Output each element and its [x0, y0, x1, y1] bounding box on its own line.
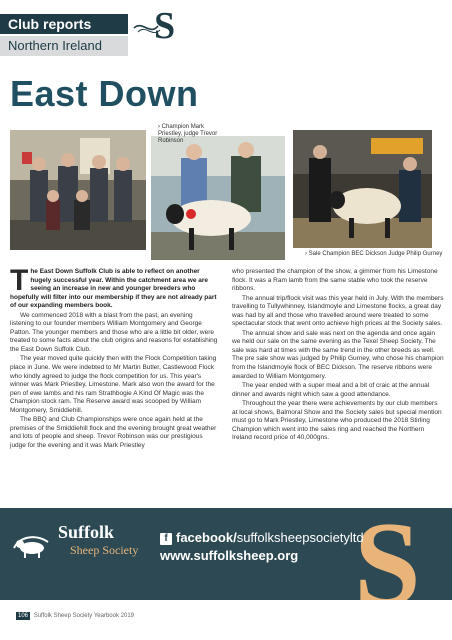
page-number: 106 [18, 613, 29, 619]
advert-banner [0, 506, 452, 606]
article-paragraph: The year moved quite quickly then with the Flock Competition taking place in June. We were indebted to Mr Martin Butler, Castlewood Flock who kindly agreed to judge the flock competition for us. This year's winner was Mark Priestley, Limestone. Mark also won the award for the pen of ewe lambs and his ram Strathbogie A Kind Of Magic was the Champion stock ram. The Reserve award was scooped by William Montgomery, Smiddiehill. [10, 355, 217, 414]
article-column-left [10, 264, 218, 451]
article-paragraph: The annual trip/flock visit was this year held in July. With the members travelling to Tullywhinney, Islandmoyle and Limestone flocks, a great day was had by all and those who travelled around were treated to some spectacular stock that went onto achieve high prices at the Society sales. [232, 294, 444, 328]
article-paragraph: We commenced 2018 with a blast from the past, an evening listening to our founder members William Montgomery and George Patton. The younger members and those who are a little bit older, were treated to some facts about the club origins and reasons for establishing the East Down Suffolk Club. [10, 311, 218, 353]
lead-text: he East Down Suffolk Club is able to reflect on another hugely successful year. Within the catchment area we are seeing an increase in new and younger breeders who hopefully will filter into our membership if they are not already part of our expanding members book. [10, 268, 217, 310]
section-title: Club reports [8, 16, 92, 32]
facebook-handle: suffolksheepsocietyltd [236, 530, 364, 545]
article-paragraph: The BBQ and Club Championships were once again held at the premises of the Smiddiehill flock and the evening brought great weather and lots of people and sheep. Trevor Robinson was our prestigious judge for the evening and it was Mark Priestley [10, 416, 217, 449]
large-s-logo-icon [350, 506, 446, 606]
caption-sale-champion-text: Sale Champion BEC Dickson Judge Philip Gurney [308, 251, 443, 257]
s-logo-icon [132, 6, 180, 46]
article-paragraph: The year ended with a super meal and a bit of craic at the annual dinner and awards night which saw a good attendance. [232, 382, 430, 398]
caption-champion-text: Champion Mark Priestley, judge Trevor Robinson [158, 124, 218, 144]
facebook-prefix: facebook/ [176, 530, 237, 545]
page-title: East Down [10, 73, 199, 114]
drop-cap: T [10, 264, 29, 297]
publication-name: Suffolk Sheep Society Yearbook 2019 [33, 613, 134, 619]
photo-group-men [10, 130, 146, 250]
caption-champion: › Champion Mark Priestley, judge Trevor Robinson [158, 124, 218, 144]
page-footer [16, 612, 134, 620]
suffolk-sheep-logo-icon [10, 526, 54, 560]
website-link[interactable]: www.suffolksheep.org [160, 548, 299, 563]
advert-brand: Suffolk [58, 522, 115, 542]
caption-sale-champion: › Sale Champion BEC Dickson Judge Philip Gurney [305, 251, 443, 257]
article-paragraph: Throughout the year there were achievements by our club members at local shows, Balmoral Show and the Society sales but special mention must go to Mark Priestley, Limestone who produced the 2018 Stirling Champion which went into the sales ring and reached the Northern Ireland record price of 40,000gns. [232, 400, 442, 442]
facebook-icon: f [160, 533, 172, 545]
article-paragraph: The annual show and sale was next on the agenda and once again we held our sale on the same evening as the Texel Sheep Society. The sale was hard at times with the same trend in the other breeds as well. The pre sale show was judged by Philip Gurney, who chose his champion from the Islandmoyle flock of BEC Dickson. The reserve ribbons were awarded to William Montgomery. [232, 329, 444, 380]
facebook-link[interactable] [176, 530, 364, 546]
article-column-right [232, 268, 444, 444]
photo-champion [151, 136, 285, 260]
photo-sale-champion [293, 130, 432, 248]
article-paragraph: who presented the champion of the show, a gimmer from his Limestone flock. It was a Ram lamb from the same stable who took the reserve ribbons. [232, 268, 438, 293]
advert-brand-sub: Sheep Society [70, 543, 139, 557]
svg-text:S: S [354, 506, 421, 606]
lead-paragraph [10, 264, 218, 311]
region-label: Northern Ireland [8, 38, 102, 53]
svg-text:S: S [154, 6, 176, 46]
